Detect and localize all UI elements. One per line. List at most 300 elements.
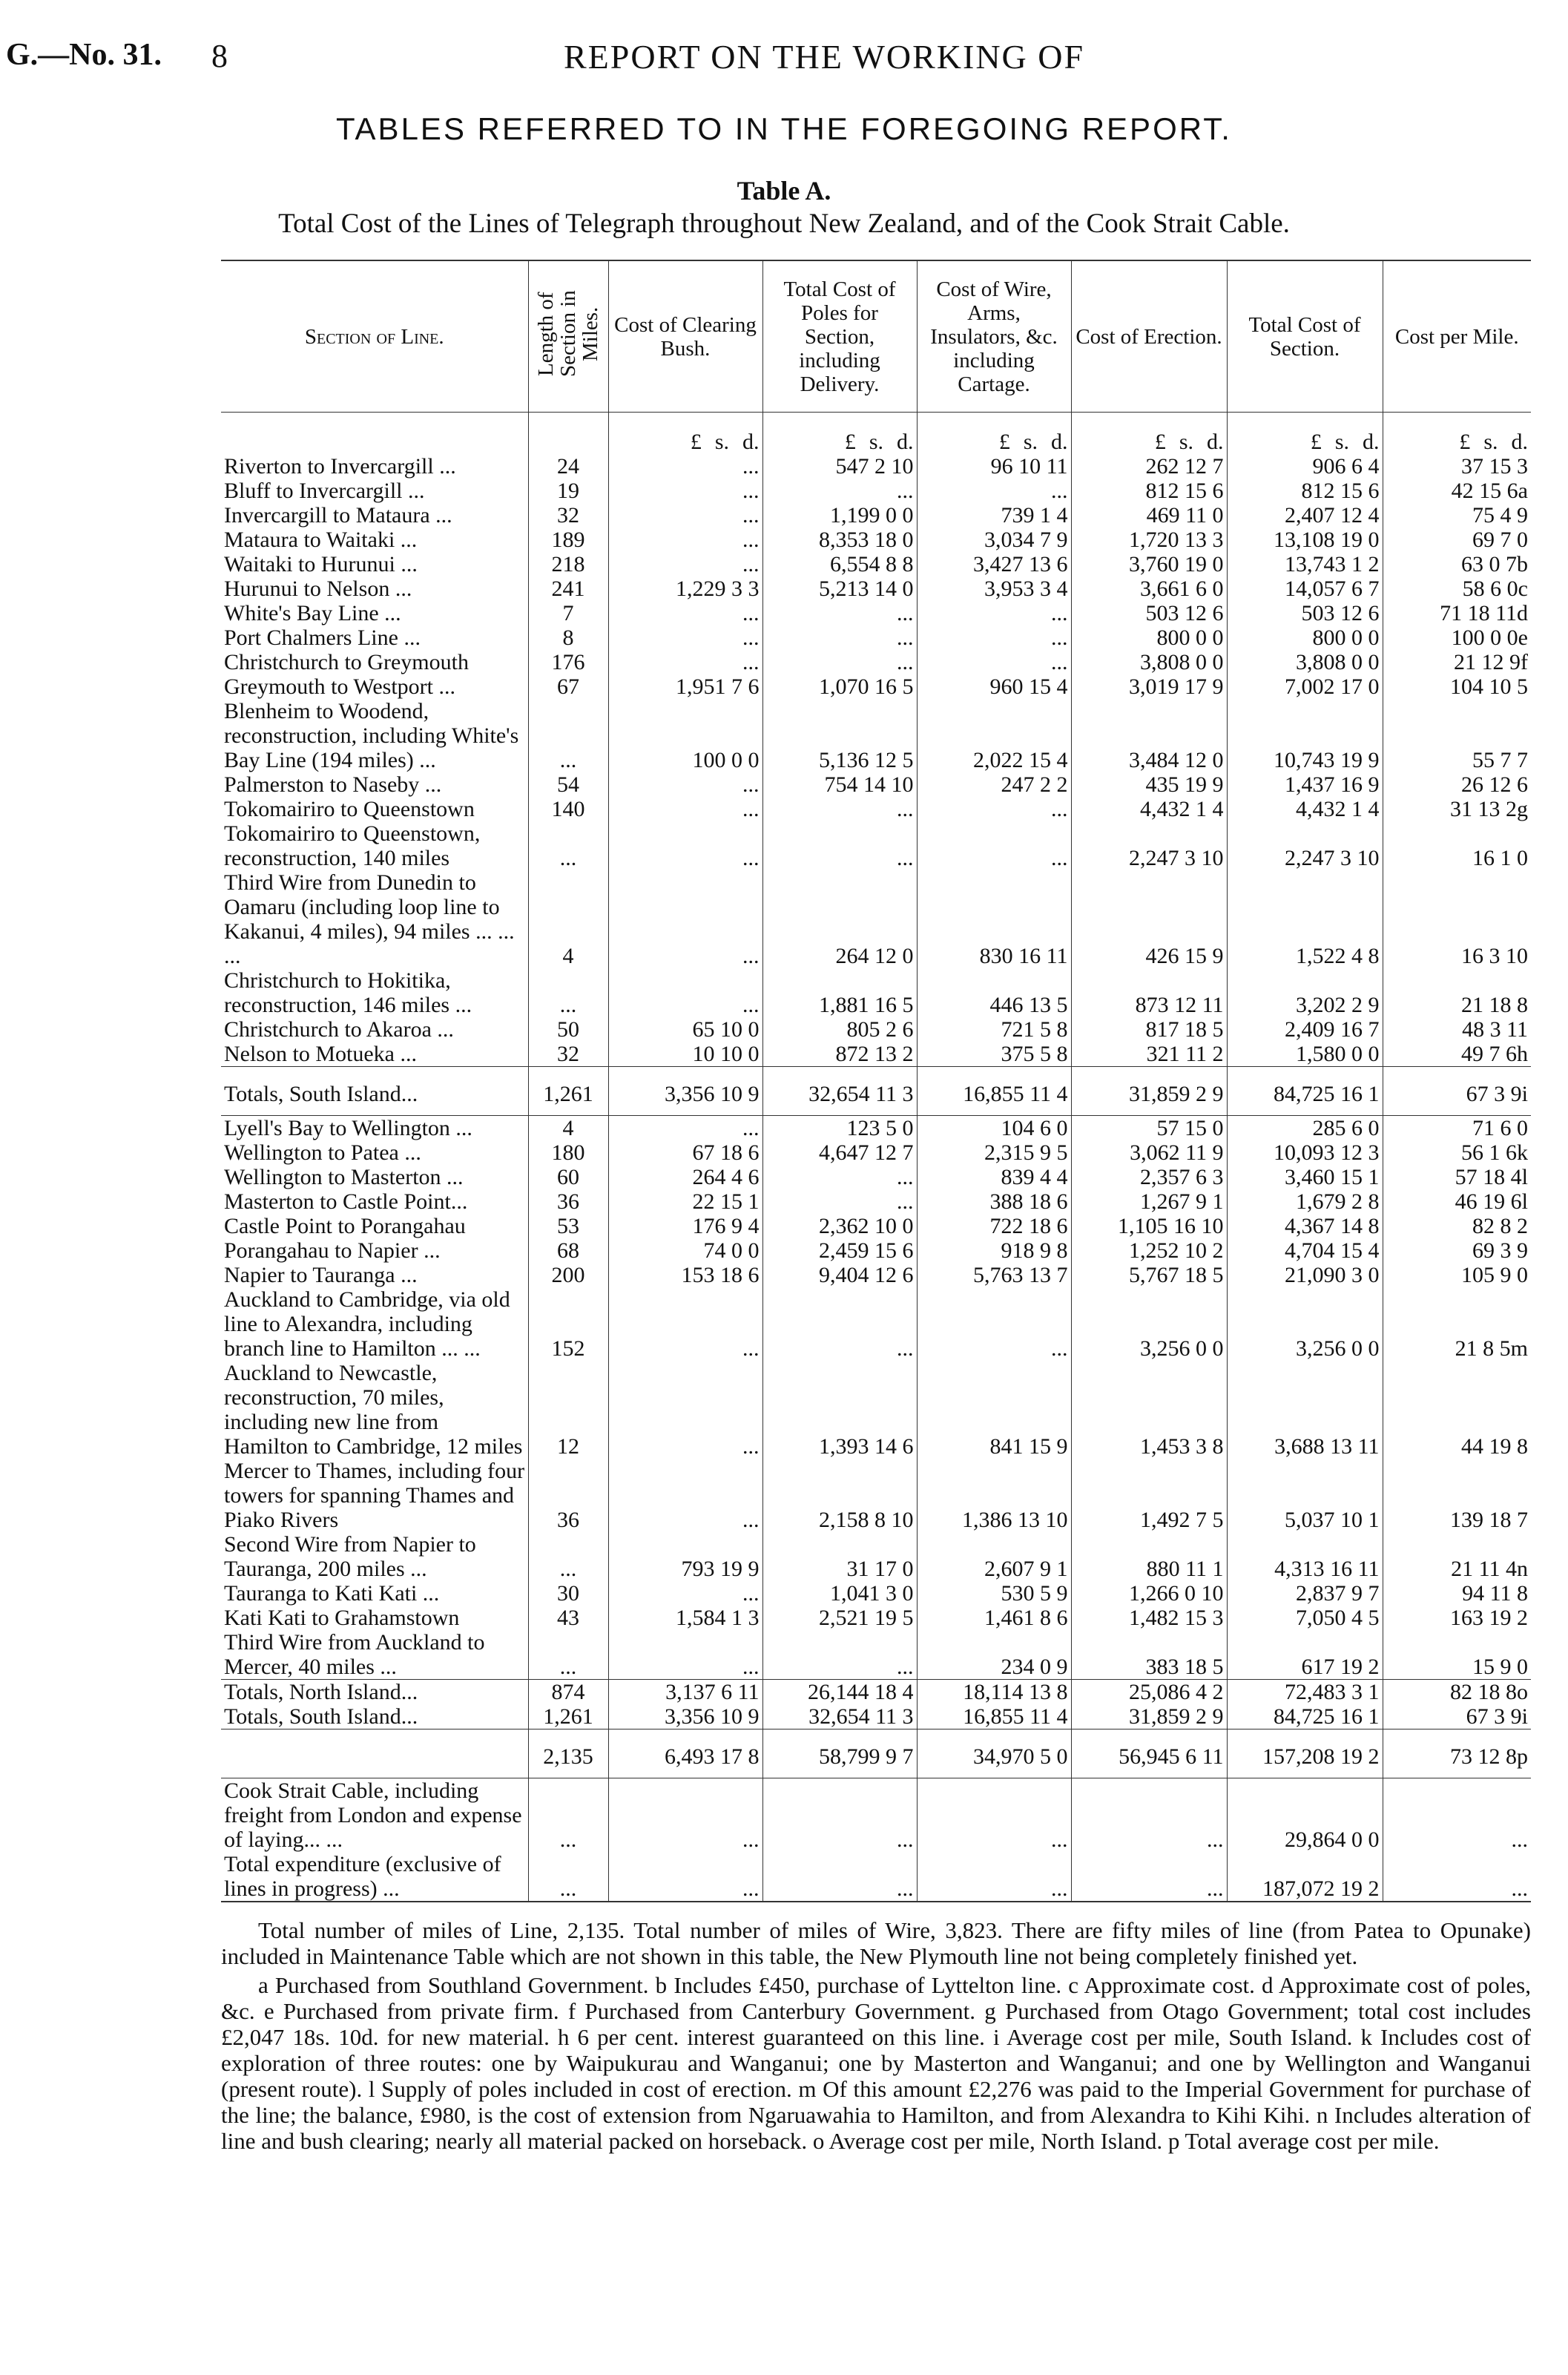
cell-tot: 1,437 16 9	[1227, 772, 1383, 797]
units-cell	[608, 413, 762, 455]
cell-pm: 69 3 9	[1383, 1238, 1531, 1263]
cell-len: 180	[528, 1140, 608, 1165]
cell-wire: 918 9 8	[917, 1238, 1071, 1263]
cell-len: ...	[528, 1778, 608, 1853]
cell-erec: 4,432 1 4	[1071, 797, 1227, 821]
cell-pm: 21 11 4n	[1383, 1532, 1531, 1581]
cell-clr: 1,229 3 3	[608, 576, 762, 601]
cell-erec: 1,482 15 3	[1071, 1606, 1227, 1630]
cell-tot: 1,679 2 8	[1227, 1189, 1383, 1214]
cell-tot: 2,247 3 10	[1227, 821, 1383, 870]
table-row	[221, 1042, 1531, 1067]
cell-section: Bluff to Invercargill ...	[224, 479, 425, 503]
cell-pm: 69 7 0	[1383, 528, 1531, 552]
table-row	[221, 1778, 1531, 1853]
units-empty	[221, 413, 528, 455]
cell-poles: 31 17 0	[762, 1532, 917, 1581]
cell-clr: 67 18 6	[608, 1140, 762, 1165]
cell-section: Masterton to Castle Point...	[224, 1189, 468, 1214]
cell-poles: ...	[762, 601, 917, 625]
cell-erec: 800 0 0	[1071, 625, 1227, 650]
col-header-clearing: Cost of Clearing Bush.	[608, 260, 762, 413]
cell-len: 2,135	[528, 1729, 608, 1778]
cell-wire: 96 10 11	[917, 454, 1071, 479]
cell-clr: 10 10 0	[608, 1042, 762, 1067]
table-row	[221, 870, 1531, 968]
col-header-total: Total Cost of Section.	[1227, 260, 1383, 413]
unit-label: d.	[1207, 430, 1224, 454]
cell-wire: 722 18 6	[917, 1214, 1071, 1238]
col-header-length: Length of Section in Miles.	[528, 260, 608, 413]
cell-tot: 7,002 17 0	[1227, 674, 1383, 699]
cell-pm: 37 15 3	[1383, 454, 1531, 479]
cell-erec: 31,859 2 9	[1071, 1067, 1227, 1116]
cell-len: 200	[528, 1263, 608, 1287]
col-header-section: Section of Line.	[221, 260, 528, 413]
table-row	[221, 1532, 1531, 1581]
unit-label: d.	[1511, 430, 1528, 454]
cell-pm: 163 19 2	[1383, 1606, 1531, 1630]
col-header-wire: Cost of Wire, Arms, Insulators, &c. including Cartage.	[917, 260, 1071, 413]
cell-erec: 1,492 7 5	[1071, 1459, 1227, 1532]
cell-section: Christchurch to Akaroa ...	[224, 1017, 454, 1042]
cell-erec: 880 11 1	[1071, 1532, 1227, 1581]
cell-wire: ...	[917, 1287, 1071, 1361]
table-row	[221, 1116, 1531, 1141]
unit-label: £	[1310, 430, 1322, 454]
cell-tot: 10,093 12 3	[1227, 1140, 1383, 1165]
cell-wire: 2,315 9 5	[917, 1140, 1071, 1165]
cell-len: 19	[528, 479, 608, 503]
cell-poles: ...	[762, 650, 917, 674]
table-row	[221, 1361, 1531, 1459]
cell-pm: 48 3 11	[1383, 1017, 1531, 1042]
cell-poles: ...	[762, 1189, 917, 1214]
cell-pm: 16 3 10	[1383, 870, 1531, 968]
cell-len: 8	[528, 625, 608, 650]
cell-erec: 3,760 19 0	[1071, 552, 1227, 576]
cell-tot: 29,864 0 0	[1227, 1778, 1383, 1853]
cell-wire: 739 1 4	[917, 503, 1071, 528]
cell-section: Christchurch to Greymouth	[224, 650, 469, 674]
table-row	[221, 772, 1531, 797]
cell-poles: 1,070 16 5	[762, 674, 917, 699]
cell-wire: 2,607 9 1	[917, 1532, 1071, 1581]
unit-label: d.	[1051, 430, 1068, 454]
cell-poles: 1,881 16 5	[762, 968, 917, 1017]
cell-len: 36	[528, 1189, 608, 1214]
unit-label: d.	[742, 430, 760, 454]
cell-pm: 63 0 7b	[1383, 552, 1531, 576]
cell-len: 24	[528, 454, 608, 479]
cell-pm: 82 18 8o	[1383, 1680, 1531, 1705]
cell-section: Cook Strait Cable, including freight from London and expense of laying... ...	[221, 1778, 528, 1853]
cell-poles: ...	[762, 625, 917, 650]
cell-erec: 435 19 9	[1071, 772, 1227, 797]
cell-len: 7	[528, 601, 608, 625]
cell-section: Port Chalmers Line ...	[224, 625, 421, 650]
cell-clr: ...	[608, 601, 762, 625]
cell-poles: 264 12 0	[762, 870, 917, 968]
table-row	[221, 1214, 1531, 1238]
cell-erec: 31,859 2 9	[1071, 1704, 1227, 1729]
cell-section: Riverton to Invercargill ...	[224, 454, 456, 479]
cell-clr: ...	[608, 1852, 762, 1902]
table-label: Table A.	[737, 176, 831, 206]
cell-section: Second Wire from Napier to Tauranga, 200 miles ...	[224, 1532, 476, 1581]
cell-clr: ...	[608, 1630, 762, 1680]
table-row	[221, 968, 1531, 1017]
cell-tot: 800 0 0	[1227, 625, 1383, 650]
cell-wire: 16,855 11 4	[917, 1704, 1071, 1729]
cell-poles: ...	[762, 1852, 917, 1902]
units-cell	[1383, 413, 1531, 455]
col-header-per-mile: Cost per Mile.	[1383, 260, 1531, 413]
cell-pm: 67 3 9i	[1383, 1704, 1531, 1729]
cell-erec: 1,105 16 10	[1071, 1214, 1227, 1238]
cell-len: ...	[528, 699, 608, 772]
cell-wire: 721 5 8	[917, 1017, 1071, 1042]
cell-poles: ...	[762, 821, 917, 870]
cell-tot: 14,057 6 7	[1227, 576, 1383, 601]
table-row	[221, 528, 1531, 552]
cell-erec: 1,453 3 8	[1071, 1361, 1227, 1459]
cell-erec: ...	[1071, 1852, 1227, 1902]
cell-section: Tauranga to Kati Kati ...	[224, 1581, 440, 1606]
cell-erec: 2,247 3 10	[1071, 821, 1227, 870]
cell-poles: 5,213 14 0	[762, 576, 917, 601]
cell-wire: 1,386 13 10	[917, 1459, 1071, 1532]
cell-wire: 960 15 4	[917, 674, 1071, 699]
cell-poles: 58,799 9 7	[762, 1729, 917, 1778]
table-row	[221, 1606, 1531, 1630]
cell-poles: 547 2 10	[762, 454, 917, 479]
cell-len: 54	[528, 772, 608, 797]
cell-wire: ...	[917, 1778, 1071, 1853]
table-row	[221, 1189, 1531, 1214]
cell-erec: 25,086 4 2	[1071, 1680, 1227, 1705]
cell-tot: 285 6 0	[1227, 1116, 1383, 1141]
cell-tot: 906 6 4	[1227, 454, 1383, 479]
cell-poles: ...	[762, 797, 917, 821]
cell-pm: ...	[1383, 1778, 1531, 1853]
cell-section: Wellington to Patea ...	[224, 1140, 421, 1165]
cell-clr: ...	[608, 454, 762, 479]
unit-label: s.	[869, 430, 883, 454]
cell-clr: ...	[608, 625, 762, 650]
cell-erec: 3,484 12 0	[1071, 699, 1227, 772]
cell-section: Greymouth to Westport ...	[224, 674, 455, 699]
cell-tot: 3,460 15 1	[1227, 1165, 1383, 1189]
cell-section: Hurunui to Nelson ...	[224, 576, 412, 601]
cell-pm: 21 12 9f	[1383, 650, 1531, 674]
cell-tot: 4,432 1 4	[1227, 797, 1383, 821]
cell-section: Third Wire from Auckland to Mercer, 40 miles ...	[224, 1630, 485, 1679]
table-row	[221, 454, 1531, 479]
cell-section: Auckland to Newcastle, reconstruction, 70 miles, including new line from Hamilton to Cambridge, 12 miles	[224, 1361, 523, 1459]
cell-erec: 383 18 5	[1071, 1630, 1227, 1680]
table-row	[221, 699, 1531, 772]
cell-clr: 153 18 6	[608, 1263, 762, 1287]
cell-erec: 5,767 18 5	[1071, 1263, 1227, 1287]
unit-label: £	[690, 430, 702, 454]
cell-wire: ...	[917, 601, 1071, 625]
table-row	[221, 552, 1531, 576]
cell-poles: 6,554 8 8	[762, 552, 917, 576]
cell-len: ...	[528, 968, 608, 1017]
cell-len: 241	[528, 576, 608, 601]
cell-clr: 3,356 10 9	[608, 1067, 762, 1116]
document-number: G.—No. 31.	[6, 38, 162, 72]
cell-wire: 104 6 0	[917, 1116, 1071, 1141]
table-row	[221, 479, 1531, 503]
table-row	[221, 1165, 1531, 1189]
cell-tot: 3,688 13 11	[1227, 1361, 1383, 1459]
cell-len: 50	[528, 1017, 608, 1042]
cell-pm: 94 11 8	[1383, 1581, 1531, 1606]
cell-erec: 817 18 5	[1071, 1017, 1227, 1042]
cell-pm: 21 8 5m	[1383, 1287, 1531, 1361]
cell-section: Palmerston to Naseby ...	[224, 772, 442, 797]
cell-pm: 58 6 0c	[1383, 576, 1531, 601]
cell-wire: 5,763 13 7	[917, 1263, 1071, 1287]
cell-pm: 44 19 8	[1383, 1361, 1531, 1459]
cell-section: Christchurch to Hokitika, reconstruction, 146 miles ...	[224, 968, 472, 1017]
cell-clr: ...	[608, 528, 762, 552]
section-title: TABLES REFERRED TO IN THE FOREGOING REPORT.	[336, 111, 1232, 146]
cell-section: Invercargill to Mataura ...	[224, 503, 452, 528]
cell-tot: 7,050 4 5	[1227, 1606, 1383, 1630]
table-row	[221, 821, 1531, 870]
cell-clr: ...	[608, 650, 762, 674]
cost-table	[221, 260, 1531, 1902]
cell-wire: 530 5 9	[917, 1581, 1071, 1606]
table-row	[221, 1852, 1531, 1902]
unit-label: s.	[1483, 430, 1498, 454]
cell-poles: 754 14 10	[762, 772, 917, 797]
table-caption: Total Cost of the Lines of Telegraph throughout New Zealand, and of the Cook Strait Cable.	[278, 208, 1290, 239]
cell-poles: 872 13 2	[762, 1042, 917, 1067]
cell-poles: 32,654 11 3	[762, 1067, 917, 1116]
cell-erec: 1,720 13 3	[1071, 528, 1227, 552]
cell-erec: 262 12 7	[1071, 454, 1227, 479]
cell-clr: 3,137 6 11	[608, 1680, 762, 1705]
cell-erec: 426 15 9	[1071, 870, 1227, 968]
cell-wire: 247 2 2	[917, 772, 1071, 797]
cell-poles: 2,158 8 10	[762, 1459, 917, 1532]
cell-tot: 4,367 14 8	[1227, 1214, 1383, 1238]
cell-wire: 3,034 7 9	[917, 528, 1071, 552]
cell-tot: 5,037 10 1	[1227, 1459, 1383, 1532]
cell-pm: 56 1 6k	[1383, 1140, 1531, 1165]
cell-pm: ...	[1383, 1852, 1531, 1902]
cell-clr: 22 15 1	[608, 1189, 762, 1214]
cell-pm: 100 0 0e	[1383, 625, 1531, 650]
cell-pm: 139 18 7	[1383, 1459, 1531, 1532]
cell-pm: 16 1 0	[1383, 821, 1531, 870]
cell-len: 60	[528, 1165, 608, 1189]
cell-pm: 26 12 6	[1383, 772, 1531, 797]
cell-clr: ...	[608, 552, 762, 576]
cell-pm: 75 4 9	[1383, 503, 1531, 528]
unit-label: s.	[1179, 430, 1193, 454]
cell-clr: 100 0 0	[608, 699, 762, 772]
cell-poles: 805 2 6	[762, 1017, 917, 1042]
cell-pm: 42 15 6a	[1383, 479, 1531, 503]
cell-tot: 84,725 16 1	[1227, 1704, 1383, 1729]
unit-label: d.	[1363, 430, 1380, 454]
cell-section: Mataura to Waitaki ...	[224, 528, 418, 552]
unit-label: £	[1459, 430, 1471, 454]
table-row	[221, 1630, 1531, 1680]
cell-pm: 31 13 2g	[1383, 797, 1531, 821]
cell-wire: 16,855 11 4	[917, 1067, 1071, 1116]
cell-len: 32	[528, 503, 608, 528]
cell-tot: 3,808 0 0	[1227, 650, 1383, 674]
cell-clr: ...	[608, 968, 762, 1017]
table-row	[221, 1729, 1531, 1778]
cell-poles: 9,404 12 6	[762, 1263, 917, 1287]
unit-label: s.	[1334, 430, 1349, 454]
cell-erec: 3,019 17 9	[1071, 674, 1227, 699]
cell-tot: 10,743 19 9	[1227, 699, 1383, 772]
cell-clr: ...	[608, 1361, 762, 1459]
cell-len: ...	[528, 1852, 608, 1902]
cell-erec: 3,062 11 9	[1071, 1140, 1227, 1165]
cell-wire: ...	[917, 1852, 1071, 1902]
cell-section: Lyell's Bay to Wellington ...	[221, 1116, 528, 1141]
cell-len: ...	[528, 821, 608, 870]
unit-label: d.	[897, 430, 914, 454]
unit-label: £	[1154, 430, 1166, 454]
cell-erec: 3,661 6 0	[1071, 576, 1227, 601]
cell-wire: ...	[917, 625, 1071, 650]
cell-tot: 13,108 19 0	[1227, 528, 1383, 552]
cell-len: 36	[528, 1459, 608, 1532]
cell-erec: 57 15 0	[1071, 1116, 1227, 1141]
cell-erec: 56,945 6 11	[1071, 1729, 1227, 1778]
cell-wire: 1,461 8 6	[917, 1606, 1071, 1630]
cell-clr: ...	[608, 1581, 762, 1606]
page-header	[0, 33, 1568, 85]
cell-erec: 3,256 0 0	[1071, 1287, 1227, 1361]
cell-len: 4	[528, 1116, 608, 1141]
cell-section: Waitaki to Hurunui ...	[224, 552, 418, 576]
table-row	[221, 1238, 1531, 1263]
cell-section: Tokomairiro to Queenstown	[224, 797, 475, 821]
col-header-poles: Total Cost of Poles for Section, including Delivery.	[762, 260, 917, 413]
cell-wire: ...	[917, 797, 1071, 821]
cell-wire: ...	[917, 479, 1071, 503]
cell-len: 874	[528, 1680, 608, 1705]
cell-len: 189	[528, 528, 608, 552]
running-title: REPORT ON THE WORKING OF	[564, 38, 1085, 76]
units-cell	[1071, 413, 1227, 455]
cell-clr: ...	[608, 1778, 762, 1853]
cell-section: Totals, North Island...	[221, 1680, 528, 1705]
cell-poles: 2,521 19 5	[762, 1606, 917, 1630]
unit-label: s.	[714, 430, 729, 454]
cell-wire: 2,022 15 4	[917, 699, 1071, 772]
cell-clr: 6,493 17 8	[608, 1729, 762, 1778]
cell-erec: 469 11 0	[1071, 503, 1227, 528]
cell-wire: 3,953 3 4	[917, 576, 1071, 601]
mileage-summary: Total number of miles of Line, 2,135. Total number of miles of Wire, 3,823. There are fifty miles of line (from Patea to Opunake) included in Maintenance Table which are not shown in this table, the New Plymouth line not being completely finished yet.	[221, 1917, 1531, 1969]
cell-tot: 3,202 2 9	[1227, 968, 1383, 1017]
cell-pm: 71 18 11d	[1383, 601, 1531, 625]
cell-poles: 32,654 11 3	[762, 1704, 917, 1729]
table-row	[221, 625, 1531, 650]
cell-section: Porangahau to Napier ...	[224, 1238, 441, 1263]
table-row	[221, 1263, 1531, 1287]
cell-pm: 67 3 9i	[1383, 1067, 1531, 1116]
cell-pm: 82 8 2	[1383, 1214, 1531, 1238]
cell-clr: ...	[608, 1116, 762, 1141]
table-row	[221, 601, 1531, 625]
cell-len: 152	[528, 1287, 608, 1361]
cell-erec: 1,266 0 10	[1071, 1581, 1227, 1606]
cell-poles: 1,393 14 6	[762, 1361, 917, 1459]
cell-len: 12	[528, 1361, 608, 1459]
cell-poles: ...	[762, 1287, 917, 1361]
cell-clr: ...	[608, 503, 762, 528]
units-cell	[1227, 413, 1383, 455]
cell-len: ...	[528, 1630, 608, 1680]
table-row	[221, 1459, 1531, 1532]
cell-len: 4	[528, 870, 608, 968]
units-cell	[917, 413, 1071, 455]
cell-poles: 26,144 18 4	[762, 1680, 917, 1705]
cell-section: Kati Kati to Grahamstown	[224, 1606, 460, 1630]
cell-len: 1,261	[528, 1067, 608, 1116]
cell-tot: 617 19 2	[1227, 1630, 1383, 1680]
cell-poles: 8,353 18 0	[762, 528, 917, 552]
cell-pm: 105 9 0	[1383, 1263, 1531, 1287]
cell-clr: ...	[608, 772, 762, 797]
cell-wire: 3,427 13 6	[917, 552, 1071, 576]
cell-erec: 1,252 10 2	[1071, 1238, 1227, 1263]
cell-wire: ...	[917, 821, 1071, 870]
cell-tot: 21,090 3 0	[1227, 1263, 1383, 1287]
col-header-erection: Cost of Erection.	[1071, 260, 1227, 413]
cell-tot: 2,407 12 4	[1227, 503, 1383, 528]
units-cell	[762, 413, 917, 455]
cell-tot: 84,725 16 1	[1227, 1067, 1383, 1116]
cell-wire: 388 18 6	[917, 1189, 1071, 1214]
table-row	[221, 1067, 1531, 1116]
cell-erec: 812 15 6	[1071, 479, 1227, 503]
cell-tot: 13,743 1 2	[1227, 552, 1383, 576]
cell-tot: 187,072 19 2	[1227, 1852, 1383, 1902]
cell-section: Wellington to Masterton ...	[224, 1165, 464, 1189]
table-row	[221, 1680, 1531, 1705]
cell-clr: 74 0 0	[608, 1238, 762, 1263]
cell-tot: 812 15 6	[1227, 479, 1383, 503]
cell-len: 67	[528, 674, 608, 699]
table-row	[221, 797, 1531, 821]
cell-poles: 2,362 10 0	[762, 1214, 917, 1238]
cell-poles: ...	[762, 1165, 917, 1189]
cell-tot: 1,580 0 0	[1227, 1042, 1383, 1067]
cell-len: 30	[528, 1581, 608, 1606]
cell-section: Third Wire from Dunedin to Oamaru (including loop line to Kakanui, 4 miles), 94 miles ... ... ...	[224, 870, 515, 968]
cell-wire: ...	[917, 650, 1071, 674]
cell-section: Total expenditure (exclusive of lines in progress) ...	[224, 1852, 501, 1901]
cell-poles: 1,199 0 0	[762, 503, 917, 528]
unit-label: £	[998, 430, 1010, 454]
cell-len: 218	[528, 552, 608, 576]
cell-clr: 1,951 7 6	[608, 674, 762, 699]
